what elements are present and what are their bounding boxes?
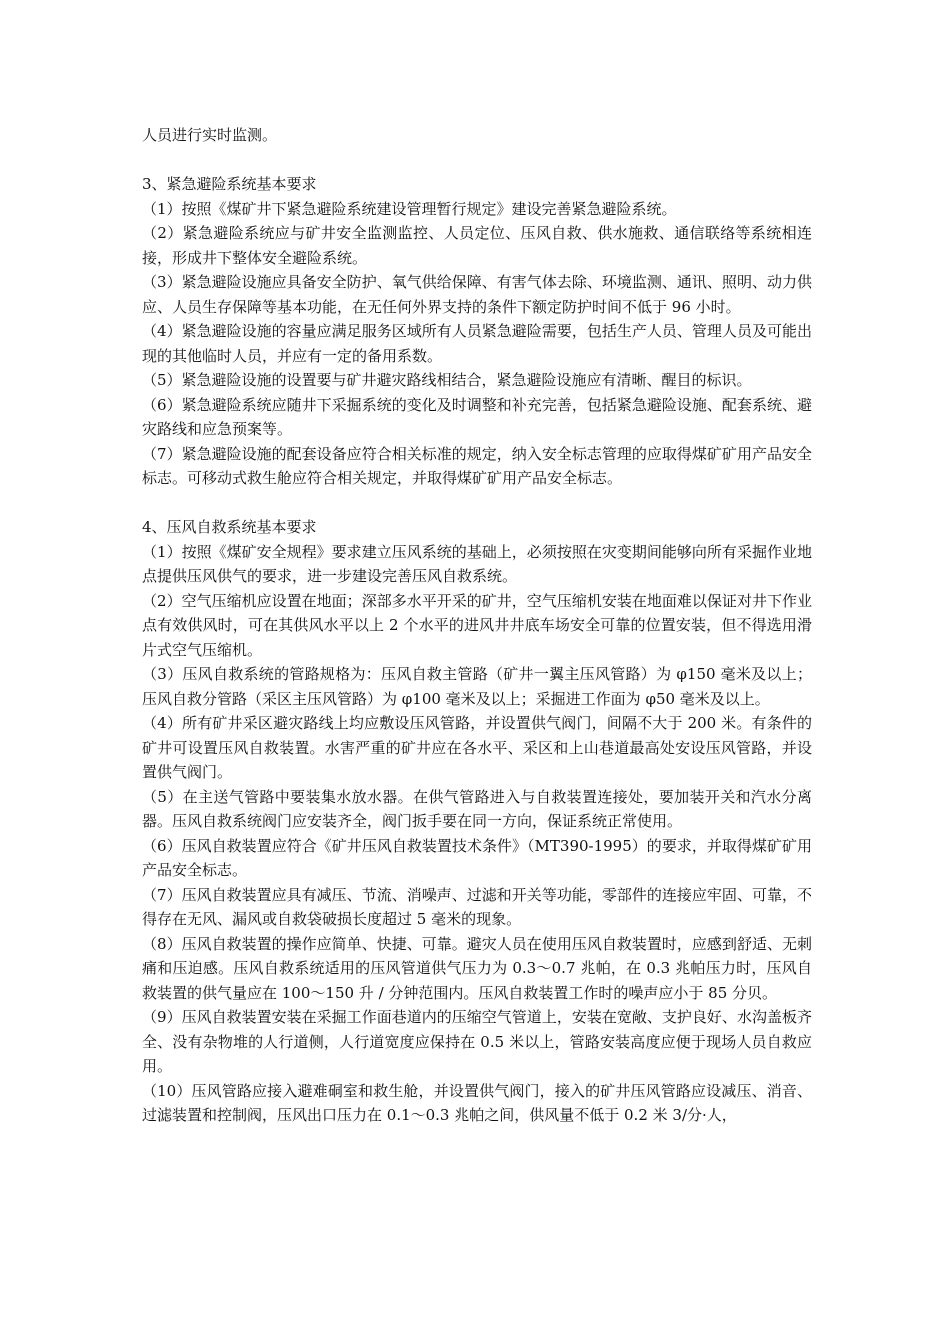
section-3-item-4: （4）紧急避险设施的容量应满足服务区域所有人员紧急避险需要，包括生产人员、管理人员及可能出现的其他临时人员，并应有一定的备用系数。 xyxy=(142,322,812,365)
document-body xyxy=(142,123,812,1128)
section-4-item-6: （6）压风自救装置应符合《矿井压风自救装置技术条件》（MT390-1995）的要求，并取得煤矿矿用产品安全标志。 xyxy=(142,836,812,879)
section-4-item-5: （5）在主送气管路中要装集水放水器。在供气管路进入与自救装置连接处，要加装开关和汽水分离器。压风自救系统阀门应安装齐全，阀门扳手要在同一方向，保证系统正常使用。 xyxy=(142,787,812,830)
section-3-item-2: （2）紧急避险系统应与矿井安全监测监控、人员定位、压风自救、供水施救、通信联络等系统相连接，形成井下整体安全避险系统。 xyxy=(142,224,812,267)
section-4-item-1: （1）按照《煤矿安全规程》要求建立压风系统的基础上，必须按照在灾变期间能够向所有采掘作业地点提供压风供气的要求，进一步建设完善压风自救系统。 xyxy=(142,542,812,585)
section-4-item-3: （3）压风自救系统的管路规格为：压风自救主管路（矿井一翼主压风管路）为 φ150 毫米及以上；压风自救分管路（采区主压风管路）为 φ100 毫米及以上；采掘进工作面为 φ50 毫米及以上。 xyxy=(142,665,812,708)
blank-line xyxy=(142,148,812,173)
section-4-item-7: （7）压风自救装置应具有减压、节流、消噪声、过滤和开关等功能，零部件的连接应牢固、可靠，不得存在无风、漏风或自救袋破损长度超过 5 毫米的现象。 xyxy=(142,885,812,928)
section-4-item-8: （8）压风自救装置的操作应简单、快捷、可靠。避灾人员在使用压风自救装置时，应感到舒适、无刺痛和压迫感。压风自救系统适用的压风管道供气压力为 0.3～0.7 兆帕，在 0.3 兆帕压力时，压风自救装置的供气量应在 100～150 升 / 分钟范围内。压风自救装置工作时的噪声应小于 85 分贝。 xyxy=(142,934,812,1002)
section-3-item-5: （5）紧急避险设施的设置要与矿井避灾路线相结合，紧急避险设施应有清晰、醒目的标识。 xyxy=(142,371,752,389)
section-3-item-7: （7）紧急避险设施的配套设备应符合相关标准的规定，纳入安全标志管理的应取得煤矿矿用产品安全标志。可移动式救生舱应符合相关规定，并取得煤矿矿用产品安全标志。 xyxy=(142,444,812,487)
section-4-heading: 4、压风自救系统基本要求 xyxy=(142,518,317,536)
section-3-heading: 3、紧急避险系统基本要求 xyxy=(142,175,317,193)
section-3-item-3: （3）紧急避险设施应具备安全防护、氧气供给保障、有害气体去除、环境监测、通讯、照明、动力供应、人员生存保障等基本功能，在无任何外界支持的条件下额定防护时间不低于 96 小时。 xyxy=(142,273,812,316)
section-3-item-6: （6）紧急避险系统应随井下采掘系统的变化及时调整和补充完善，包括紧急避险设施、配套系统、避灾路线和应急预案等。 xyxy=(142,395,812,438)
section-4-item-2: （2）空气压缩机应设置在地面；深部多水平开采的矿井，空气压缩机安装在地面难以保证对井下作业点有效供风时，可在其供风水平以上 2 个水平的进风井井底车场安全可靠的位置安装，但不得选用滑片式空气压缩机。 xyxy=(142,591,812,659)
section-3-item-1: （1）按照《煤矿井下紧急避险系统建设管理暂行规定》建设完善紧急避险系统。 xyxy=(142,199,677,218)
section-4-item-10: （10）压风管路应接入避难硐室和救生舱，并设置供气阀门，接入的矿井压风管路应设减压、消音、过滤装置和控制阀，压风出口压力在 0.1～0.3 兆帕之间，供风量不低于 0.2 米 3/分·人， xyxy=(142,1081,812,1124)
section-4-item-4: （4）所有矿井采区避灾路线上均应敷设压风管路，并设置供气阀门，间隔不大于 200 米。有条件的矿井可设置压风自救装置。水害严重的矿井应在各水平、采区和上山巷道最高处安设压风管路，并设置供气阀门。 xyxy=(142,714,812,781)
blank-line xyxy=(142,491,812,516)
section-4-item-9: （9）压风自救装置安装在采掘工作面巷道内的压缩空气管道上，安装在宽敞、支护良好、水沟盖板齐全、没有杂物堆的人行道侧，人行道宽度应保持在 0.5 米以上，管路安装高度应便于现场人员自救应用。 xyxy=(142,1008,812,1075)
intro-tail-paragraph: 人员进行实时监测。 xyxy=(142,126,278,144)
